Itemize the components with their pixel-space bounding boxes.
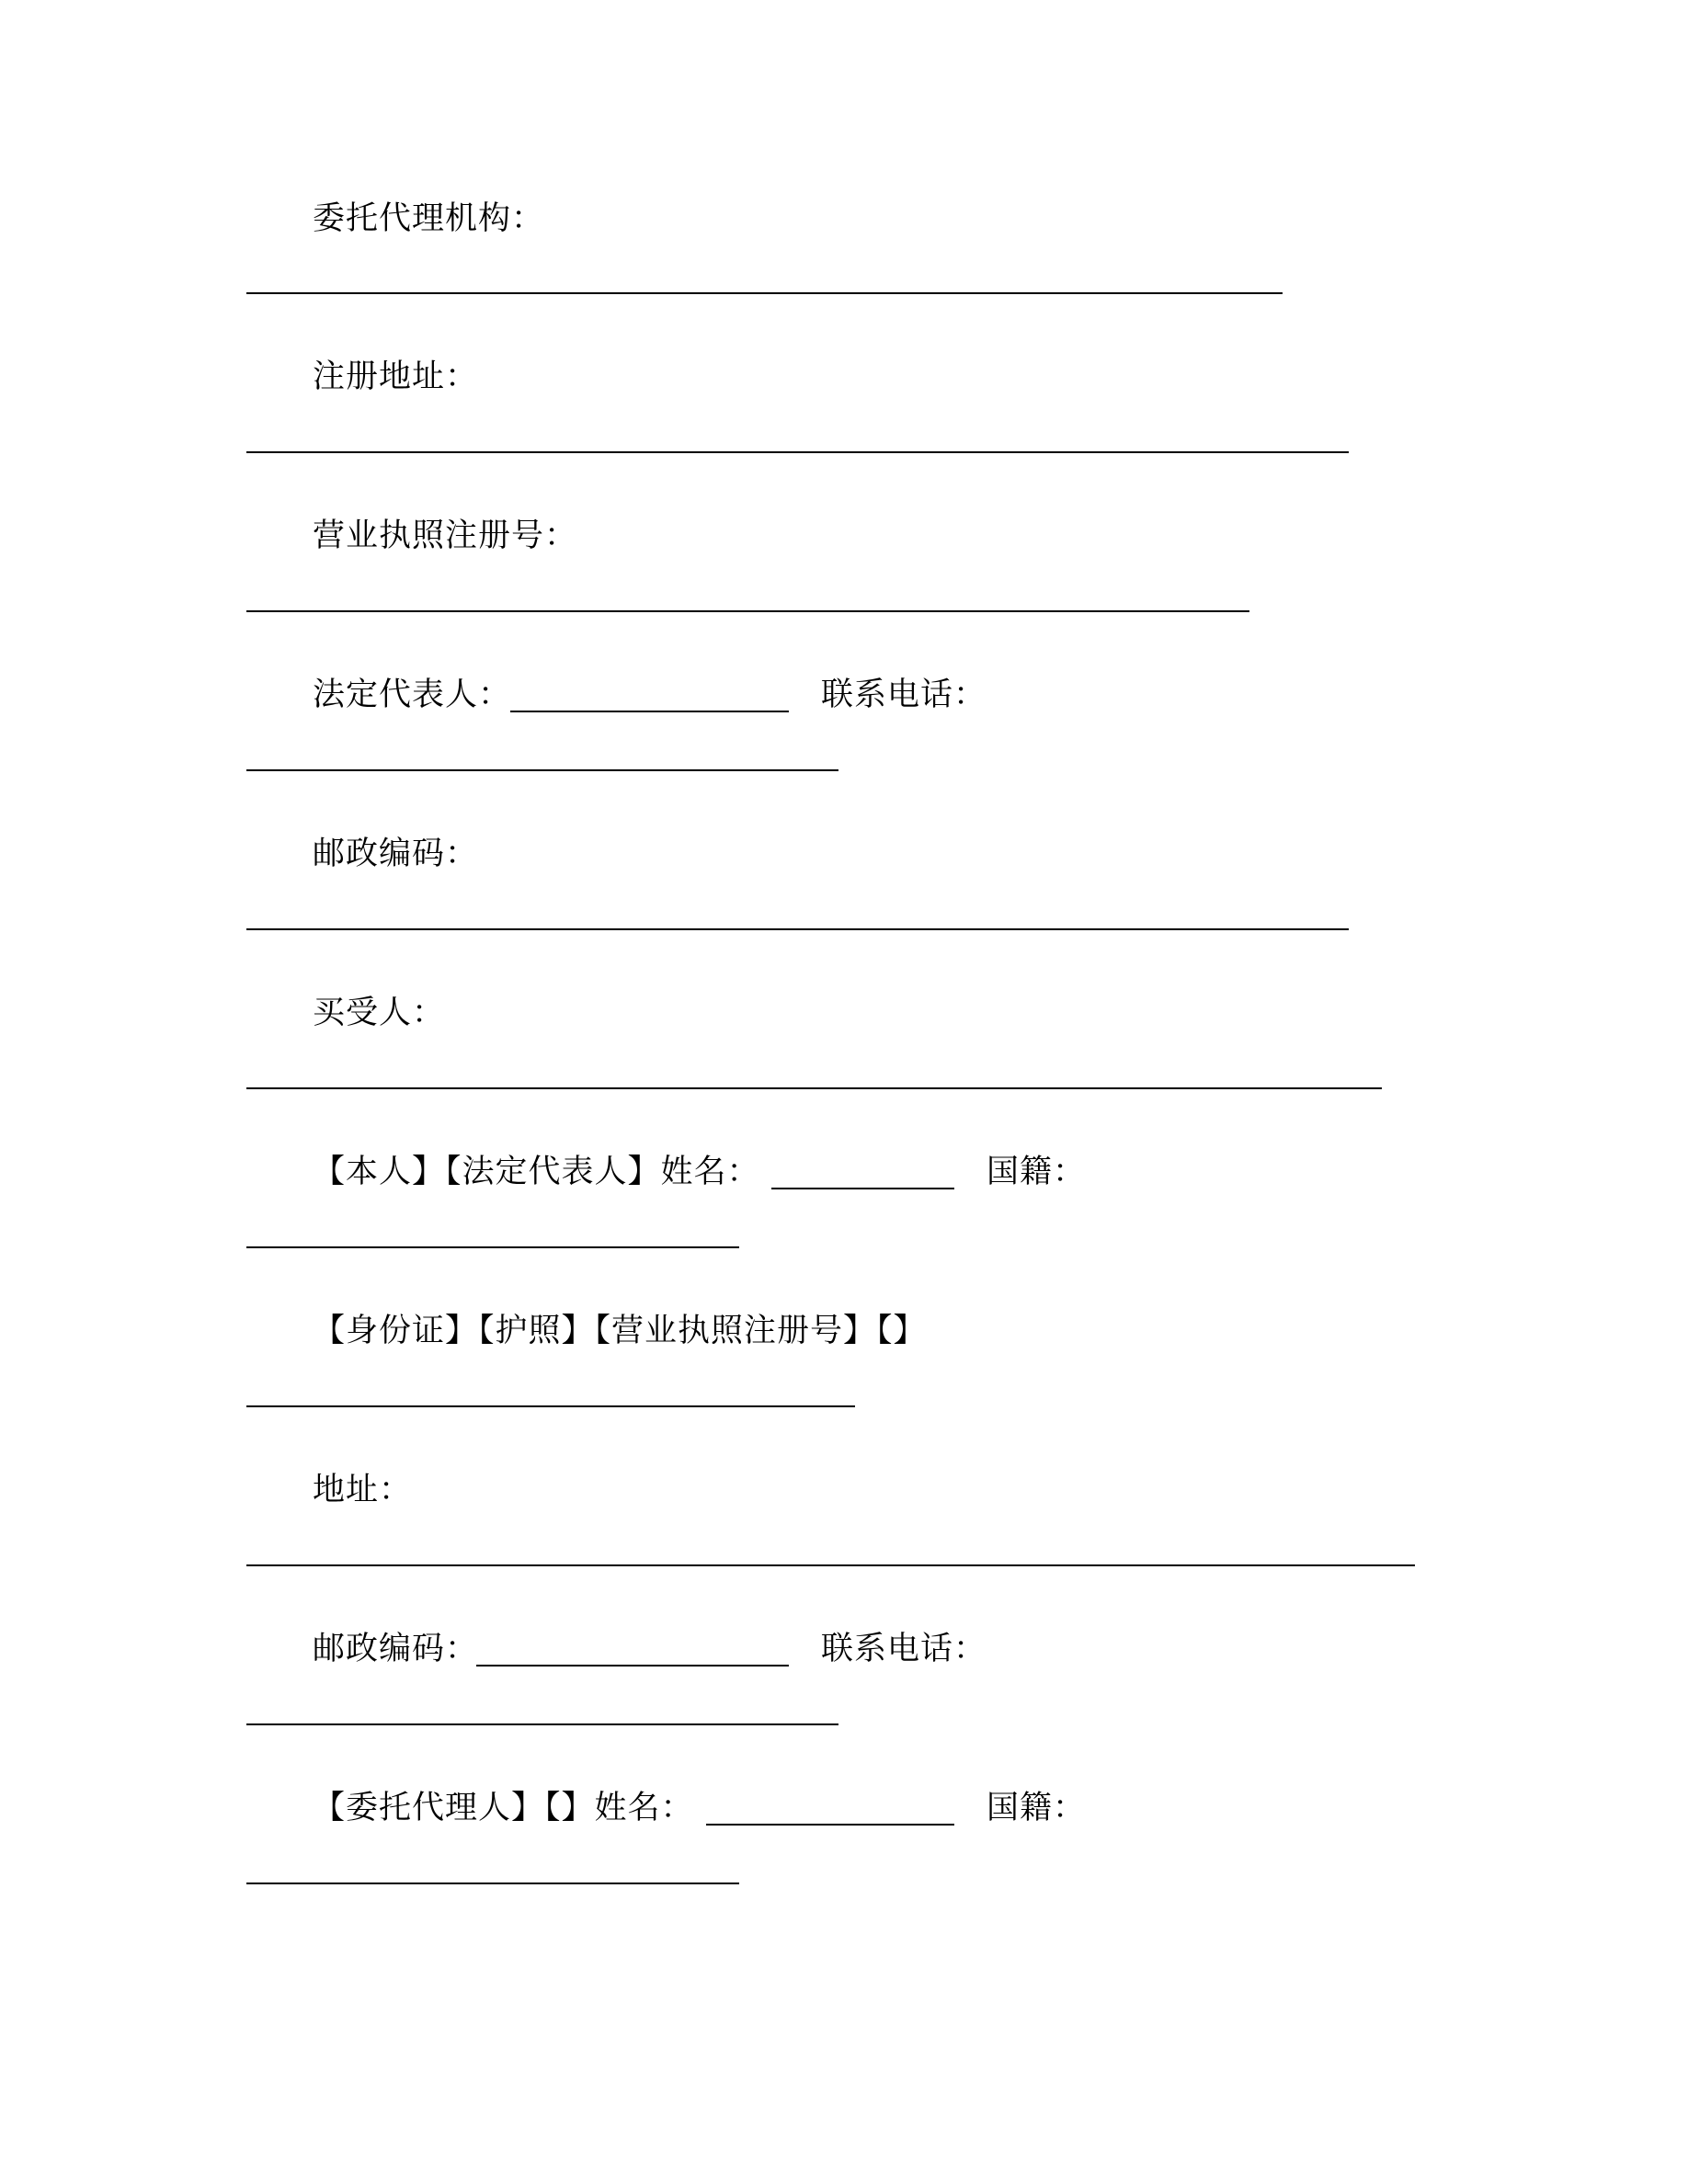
- business-license-label: 营业执照注册号：: [313, 518, 578, 554]
- legal-rep-input-line[interactable]: [510, 711, 789, 712]
- nationality-label-1: 国籍：: [987, 1154, 1087, 1190]
- postal-code-input-line-1[interactable]: [246, 928, 1349, 930]
- agency-input-line[interactable]: [246, 292, 1283, 294]
- agent-name-input-line[interactable]: [706, 1824, 954, 1826]
- buyer-label: 买受人：: [313, 995, 446, 1031]
- id-type-label: 【身份证】【护照】【营业执照注册号】【】: [313, 1313, 927, 1349]
- nationality-label-2: 国籍：: [987, 1790, 1087, 1826]
- address-label: 地址：: [313, 1472, 413, 1508]
- contact-phone-input-line-2[interactable]: [246, 1723, 838, 1725]
- address-input-line[interactable]: [246, 1564, 1415, 1566]
- postal-code-input-line-2[interactable]: [476, 1665, 789, 1666]
- postal-code-label-1: 邮政编码：: [313, 836, 479, 872]
- nationality-input-line-2[interactable]: [246, 1883, 739, 1884]
- person-rep-name-label: 【本人】【法定代表人】姓名：: [313, 1154, 760, 1190]
- postal-code-label-2: 邮政编码：: [313, 1631, 479, 1667]
- buyer-input-line[interactable]: [246, 1087, 1382, 1089]
- registered-address-label: 注册地址：: [313, 358, 479, 395]
- registered-address-input-line[interactable]: [246, 451, 1349, 453]
- business-license-input-line[interactable]: [246, 610, 1249, 612]
- person-rep-name-input-line[interactable]: [771, 1188, 954, 1189]
- contact-phone-input-line-1[interactable]: [246, 769, 838, 771]
- contact-phone-label-1: 联系电话：: [821, 677, 987, 713]
- contact-phone-label-2: 联系电话：: [821, 1631, 987, 1667]
- agent-name-label: 【委托代理人】【】姓名：: [313, 1790, 694, 1826]
- id-number-input-line[interactable]: [246, 1405, 855, 1407]
- nationality-input-line-1[interactable]: [246, 1246, 739, 1248]
- agency-label: 委托代理机构：: [313, 200, 545, 237]
- legal-rep-label: 法定代表人：: [313, 677, 512, 713]
